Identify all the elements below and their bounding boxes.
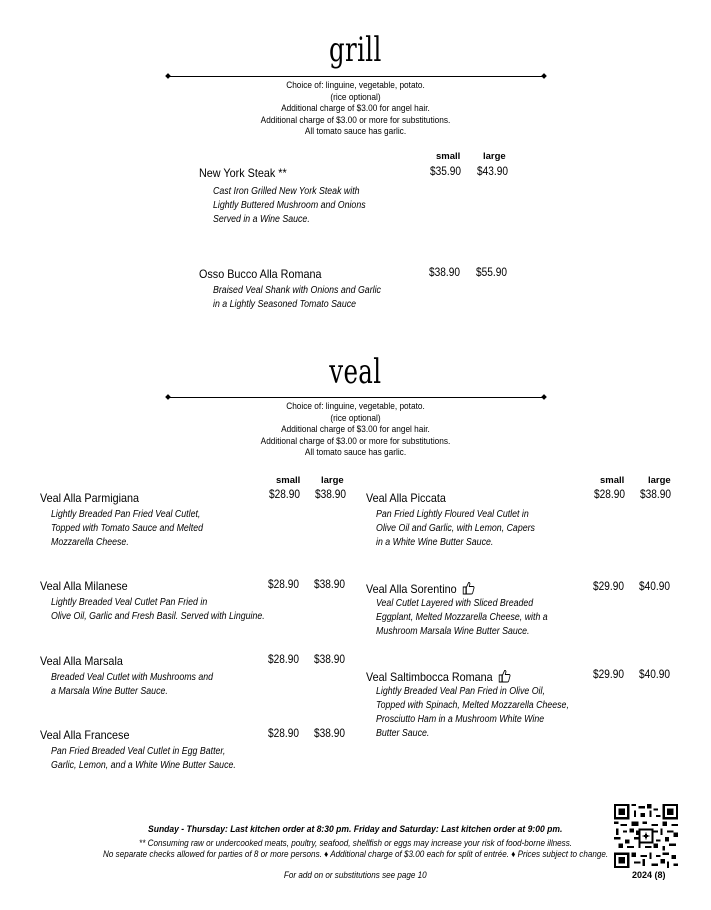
menu-item-description (376, 685, 569, 741)
description-line: Olive Oil, Garlic and Fresh Basil. Served with Linguine. (51, 611, 265, 622)
description-line: Butter Sauce. (376, 728, 430, 739)
description-line: Topped with Tomato Sauce and Melted (51, 523, 203, 534)
price-large: $40.90 (639, 581, 670, 593)
veal-left-small-header: small (276, 475, 301, 486)
menu-item-description (51, 596, 265, 624)
thumbs-up-icon (462, 581, 475, 595)
price-large: $43.90 (477, 166, 508, 178)
page-reference-text: For add on or substitutions see page 10 (284, 870, 427, 880)
veal-notes (0, 401, 711, 459)
grill-note: Choice of: linguine, vegetable, potato. (286, 80, 425, 90)
kitchen-hours (0, 824, 711, 835)
policy-note (0, 849, 711, 860)
description-line: Pan Fried Breaded Veal Cutlet in Egg Batter, (51, 746, 226, 757)
food-warning-text: ** Consuming raw or undercooked meats, poultry, seafood, shellfish or eggs may increase your risk of food-borne illness. (139, 838, 572, 848)
menu-item-name: Veal Alla Milanese (40, 579, 128, 593)
menu-item-name: Veal Alla Parmigiana (40, 491, 140, 505)
description-line: Topped with Spinach, Melted Mozzarella Cheese, (376, 700, 569, 711)
description-line: in a Lightly Seasoned Tomato Sauce (213, 299, 357, 310)
description-line: Cast Iron Grilled New York Steak with (213, 186, 360, 197)
veal-left-large-header: large (321, 475, 344, 486)
price-small: $38.90 (429, 267, 460, 279)
price-small: $28.90 (268, 579, 299, 591)
grill-note: Additional charge of $3.00 or more for substitutions. (260, 114, 451, 125)
price-large: $38.90 (315, 489, 346, 501)
veal-note: Additional charge of $3.00 for angel hair. (281, 424, 430, 434)
description-line: Lightly Breaded Veal Pan Fried in Olive Oil, (376, 686, 545, 697)
menu-item-name: Veal Alla Francese (40, 728, 130, 742)
menu-item-name: Veal Alla Piccata (366, 491, 446, 505)
menu-item-label: Veal Saltimbocca Romana (366, 670, 493, 684)
price-large: $38.90 (314, 728, 345, 740)
veal-note: Additional charge of $3.00 or more for substitutions. (260, 435, 451, 446)
policy-note-text: No separate checks allowed for parties of 8 or more persons. ♦ Additional charge of $3.00 each for split of entrée. ♦ Prices subject to change. (102, 849, 609, 859)
veal-title: veal (329, 352, 382, 392)
thumbs-up-icon (498, 669, 511, 683)
menu-item-description (213, 284, 381, 312)
grill-note: All tomato sauce has garlic. (304, 126, 407, 136)
price-large: $38.90 (314, 579, 345, 591)
veal-right-small-header: small (600, 475, 625, 486)
menu-item-name (366, 581, 475, 596)
price-small: $28.90 (269, 489, 300, 501)
menu-item-description (51, 745, 236, 773)
menu-item-label: Veal Alla Sorentino (366, 582, 457, 596)
description-line: Veal Cutlet Layered with Sliced Breaded (376, 598, 534, 609)
menu-item-description (376, 597, 548, 639)
description-line: Breaded Veal Cutlet with Mushrooms and (51, 672, 214, 683)
veal-right-large-header: large (648, 475, 671, 486)
grill-large-header: large (483, 151, 506, 162)
menu-item-description (51, 508, 203, 550)
description-line: Served in a Wine Sauce. (213, 214, 310, 225)
grill-note: (rice optional) (330, 91, 381, 102)
price-large: $38.90 (314, 654, 345, 666)
description-line: a Marsala Wine Butter Sauce. (51, 686, 168, 697)
description-line: Mushroom Marsala Wine Butter Sauce. (376, 626, 530, 637)
price-large: $55.90 (476, 267, 507, 279)
grill-title: grill (329, 30, 382, 70)
grill-small-header: small (436, 151, 461, 162)
menu-item-name (366, 669, 511, 684)
price-small: $29.90 (593, 669, 624, 681)
grill-divider (168, 76, 544, 77)
grill-notes (0, 80, 711, 138)
price-small: $28.90 (594, 489, 625, 501)
description-line: Braised Veal Shank with Onions and Garlic (213, 285, 381, 296)
menu-item-name: New York Steak ** (199, 166, 287, 180)
veal-note: All tomato sauce has garlic. (304, 447, 407, 457)
veal-note: (rice optional) (330, 412, 381, 423)
price-large: $38.90 (640, 489, 671, 501)
description-line: Lightly Breaded Veal Cutlet Pan Fried in (51, 597, 208, 608)
price-large: $40.90 (639, 669, 670, 681)
grill-note: Additional charge of $3.00 for angel hair. (281, 103, 430, 113)
food-warning (0, 838, 711, 849)
price-small: $28.90 (268, 728, 299, 740)
description-line: Eggplant, Melted Mozzarella Cheese, with a (376, 612, 548, 623)
price-small: $28.90 (268, 654, 299, 666)
price-small: $29.90 (593, 581, 624, 593)
menu-version: 2024 (8) (632, 870, 666, 880)
description-line: Prosciutto Ham in a Mushroom White Wine (376, 714, 545, 725)
price-small: $35.90 (430, 166, 461, 178)
menu-item-description (51, 671, 213, 699)
description-line: Garlic, Lemon, and a White Wine Butter Sauce. (51, 760, 236, 771)
menu-item-description (213, 185, 366, 227)
veal-note: Choice of: linguine, vegetable, potato. (286, 401, 425, 411)
menu-item-description (376, 508, 535, 550)
menu-item-name: Veal Alla Marsala (40, 654, 123, 668)
veal-divider (168, 397, 544, 398)
kitchen-hours-text: Sunday - Thursday: Last kitchen order at 8:30 pm. Friday and Saturday: Last kitchen order at 9:00 pm. (148, 824, 563, 835)
description-line: Mozzarella Cheese. (51, 537, 129, 548)
qr-code-icon[interactable] (614, 804, 678, 868)
menu-item-name: Osso Bucco Alla Romana (199, 267, 322, 281)
description-line: in a White Wine Butter Sauce. (376, 537, 494, 548)
page-reference (0, 870, 711, 881)
description-line: Pan Fried Lightly Floured Veal Cutlet in (376, 509, 529, 520)
description-line: Lightly Buttered Mushroom and Onions (213, 200, 366, 211)
description-line: Lightly Breaded Pan Fried Veal Cutlet, (51, 509, 201, 520)
description-line: Olive Oil and Garlic, with Lemon, Capers (376, 523, 535, 534)
